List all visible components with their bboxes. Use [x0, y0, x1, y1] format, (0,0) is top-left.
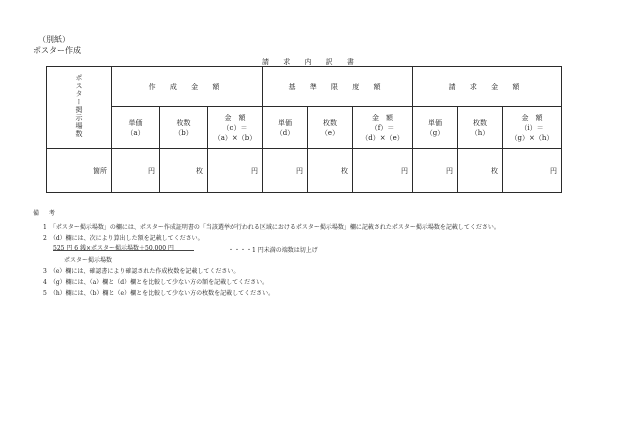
attachment-label: （別紙） — [38, 35, 70, 44]
notes-label: 備 考 — [33, 210, 59, 217]
document-subtitle: ポスター作成 — [33, 46, 81, 55]
col-amount-c: 金 額 （c）＝ （a）×（b） — [208, 107, 263, 149]
note-2-rounding: ・・・・1 円未満の端数は切上げ — [228, 247, 318, 254]
col-unit-price-a: 単価 （a） — [112, 107, 160, 149]
table-title: 請 求 内 訳 書 — [262, 58, 360, 66]
col-count-b: 枚数 （b） — [160, 107, 208, 149]
note-5: 5 （h）欄には、（b）欄と（e）欄とを比較して少ない方の枚数を記載してください。 — [43, 290, 275, 297]
cell-amount-f: 円 — [353, 149, 413, 193]
col-amount-i: 金 額 （i）＝ （g）×（h） — [503, 107, 562, 149]
col-amount-f: 金 額 （f）＝ （d）×（e） — [353, 107, 413, 149]
cell-unit-price-a: 円 — [112, 149, 160, 193]
note-1: 1 「ポスター掲示場数」の欄には、ポスター作成証明書の「当該選挙が行われる区域におけるポスター掲示場数」欄に記載されたポスター掲示場数を記載してください。 — [43, 224, 500, 231]
col-count-h: 枚数 （h） — [458, 107, 503, 149]
cell-unit-price-d: 円 — [263, 149, 308, 193]
group-claim-amount: 請 求 金 額 — [413, 67, 562, 107]
col-unit-price-d: 単価 （d） — [263, 107, 308, 149]
group-production-amount: 作 成 金 額 — [112, 67, 263, 107]
note-2: 2 （d）欄には、次により算出した額を記載してください。 — [43, 235, 204, 242]
col-count-e: 枚数 （e） — [308, 107, 353, 149]
note-2-formula-denominator: ポスター掲示場数 — [64, 257, 113, 264]
cell-sites: 箇所 — [47, 149, 112, 193]
group-limit-amount: 基 準 限 度 額 — [263, 67, 413, 107]
cell-count-e: 枚 — [308, 149, 353, 193]
cell-count-h: 枚 — [458, 149, 503, 193]
col-unit-price-g: 単価 （g） — [413, 107, 458, 149]
note-4: 4 （g）欄には、（a）欄と（d）欄とを比較して少ない方の額を記載してください。 — [43, 279, 269, 286]
poster-sites-label: ポスター掲示場数 — [75, 74, 83, 138]
note-3: 3 （e）欄には、確認書により確認された作成枚数を記載してください。 — [43, 268, 240, 275]
billing-breakdown-table — [46, 66, 562, 193]
cell-unit-price-g: 円 — [413, 149, 458, 193]
cell-count-b: 枚 — [160, 149, 208, 193]
cell-amount-i: 円 — [503, 149, 562, 193]
cell-amount-c: 円 — [208, 149, 263, 193]
fraction-line — [53, 250, 194, 251]
note-2-formula-numerator: 525 円 6 銭×ポスター掲示場数＋50,000 円 — [53, 245, 174, 252]
poster-sites-header — [47, 67, 112, 149]
